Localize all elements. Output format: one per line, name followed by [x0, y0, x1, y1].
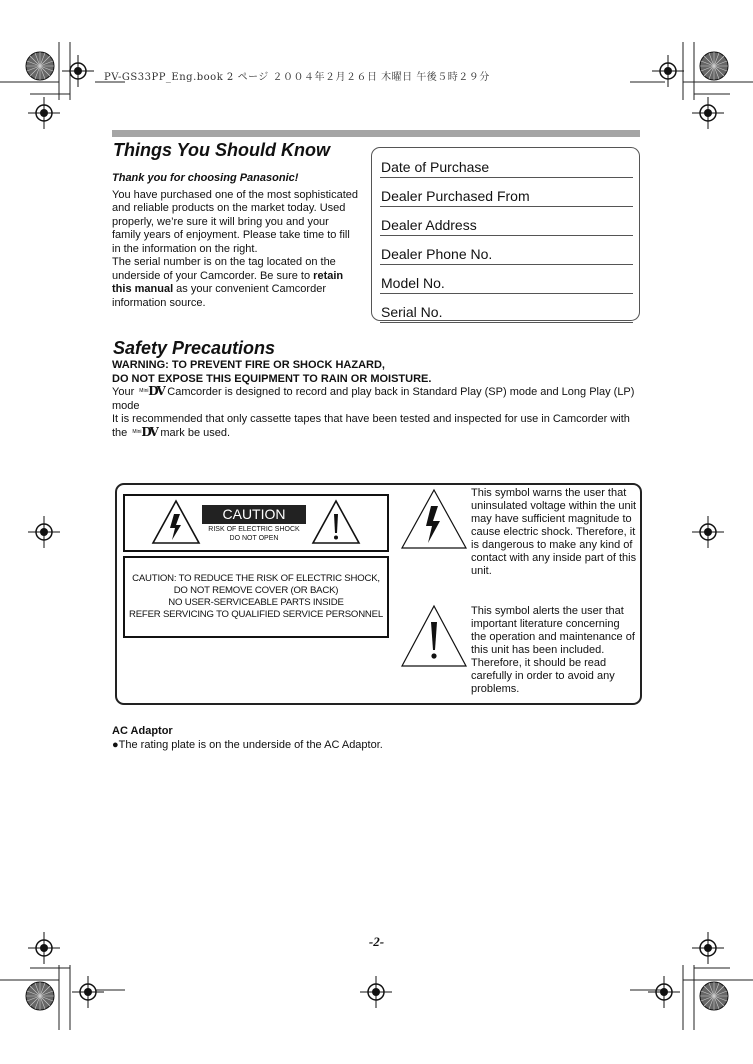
- ac-adaptor-title: AC Adaptor: [112, 725, 173, 737]
- camcorder-text: Camcorder is designed to record and play back in Standard Play (SP) mode and Long Play (LP) mode: [112, 386, 635, 412]
- ac-adaptor-section: [112, 724, 383, 752]
- retain-manual-bold: retain this manual: [112, 269, 344, 295]
- page-number: -2-: [368, 934, 385, 949]
- serial-text-a: The serial number is on the tag located on the underside of your Camcorder. Be sure to: [112, 256, 336, 282]
- ac-adaptor-item: [112, 738, 383, 752]
- exclamation-warning-icon: [310, 498, 362, 546]
- lightning-warning-icon: [150, 498, 202, 546]
- minidv-dv: DV: [148, 384, 164, 398]
- your-word: Your: [112, 386, 135, 398]
- field-dealer-purchased-from: [380, 177, 633, 207]
- book-header-line: PV-GS33PP_Eng.book 2 ページ ２００４年２月２６日 木曜日 午後５時２９分: [104, 72, 490, 83]
- caution-subtext: [202, 525, 306, 543]
- thanks-line: Thank you for choosing Panasonic!: [112, 172, 299, 184]
- cassette-text-a: It is recommended that only cassette tapes that have been tested and inspected for use in Camcorder with the: [112, 413, 630, 439]
- field-label: Dealer Purchased From: [381, 188, 530, 204]
- caution-sub-line-1: RISK OF ELECTRIC SHOCK: [208, 526, 300, 533]
- caution-instruction-line: CAUTION: TO REDUCE THE RISK OF ELECTRIC SHOCK,: [132, 573, 380, 584]
- ac-adaptor-text: The rating plate is on the underside of the AC Adaptor.: [118, 739, 383, 751]
- safety-body: [112, 359, 642, 440]
- warning-line-2: DO NOT EXPOSE THIS EQUIPMENT TO RAIN OR MOISTURE.: [112, 372, 432, 385]
- field-label: Dealer Phone No.: [381, 246, 493, 262]
- minidv-logo: [139, 386, 163, 398]
- cassette-text-b: mark be used.: [160, 426, 231, 439]
- exclamation-symbol-description: This symbol alerts the user that important literature concerning the operation and maintenance of this unit has been included. Therefore, it should be read carefully in order to avoid any problems.: [471, 605, 635, 695]
- bullet-icon: ●: [112, 739, 119, 751]
- exclamation-symbol-icon: [400, 604, 468, 668]
- field-dealer-address: [380, 206, 633, 236]
- serial-text-b: as your convenient Camcorder information source.: [112, 283, 326, 309]
- safety-title: Safety Precautions: [113, 338, 276, 358]
- cassette-paragraph: [112, 413, 642, 440]
- serial-paragraph: [112, 256, 360, 310]
- section-divider-bar: [112, 130, 640, 137]
- field-model-no: [380, 264, 633, 294]
- field-dealer-phone: [380, 235, 633, 265]
- minidv-dv: DV: [141, 424, 157, 439]
- camcorder-paragraph: [112, 386, 642, 413]
- caution-instruction-line: DO NOT REMOVE COVER (OR BACK): [173, 585, 339, 596]
- field-label: Model No.: [381, 275, 445, 291]
- field-date-of-purchase: [380, 148, 633, 178]
- caution-instruction-line: REFER SERVICING TO QUALIFIED SERVICE PERSONNEL: [129, 609, 383, 620]
- minidv-logo: [132, 424, 157, 439]
- intro-paragraph: You have purchased one of the most sophisticated and reliable products on the market today. Used properly, we’re sure it will bring you and your family years of enjoyment. Please take time to fill in the information on the right.: [112, 188, 359, 255]
- caution-label: CAUTION: [202, 505, 306, 524]
- caution-sub-line-2: DO NOT OPEN: [229, 535, 279, 542]
- field-label: Dealer Address: [381, 217, 477, 233]
- things-intro: [112, 172, 360, 310]
- field-label: Serial No.: [381, 304, 443, 320]
- warning-line-1: WARNING: TO PREVENT FIRE OR SHOCK HAZARD,: [112, 359, 385, 371]
- minidv-mini: Mini: [139, 388, 149, 394]
- field-serial-no: [380, 293, 633, 323]
- caution-instruction-line: NO USER-SERVICEABLE PARTS INSIDE: [168, 597, 344, 608]
- purchase-info-box: [371, 147, 640, 321]
- lightning-symbol-description: This symbol warns the user that uninsulated voltage within the unit may have sufficient magnitude to cause electric shock. Therefore, it is dangerous to make any kind of contact with any inside part of this unit.: [471, 487, 637, 577]
- things-title: Things You Should Know: [113, 140, 330, 160]
- caution-instructions-box: [123, 556, 389, 638]
- lightning-symbol-icon: [400, 488, 468, 550]
- minidv-mini: Mini: [132, 428, 142, 435]
- field-label: Date of Purchase: [381, 159, 490, 175]
